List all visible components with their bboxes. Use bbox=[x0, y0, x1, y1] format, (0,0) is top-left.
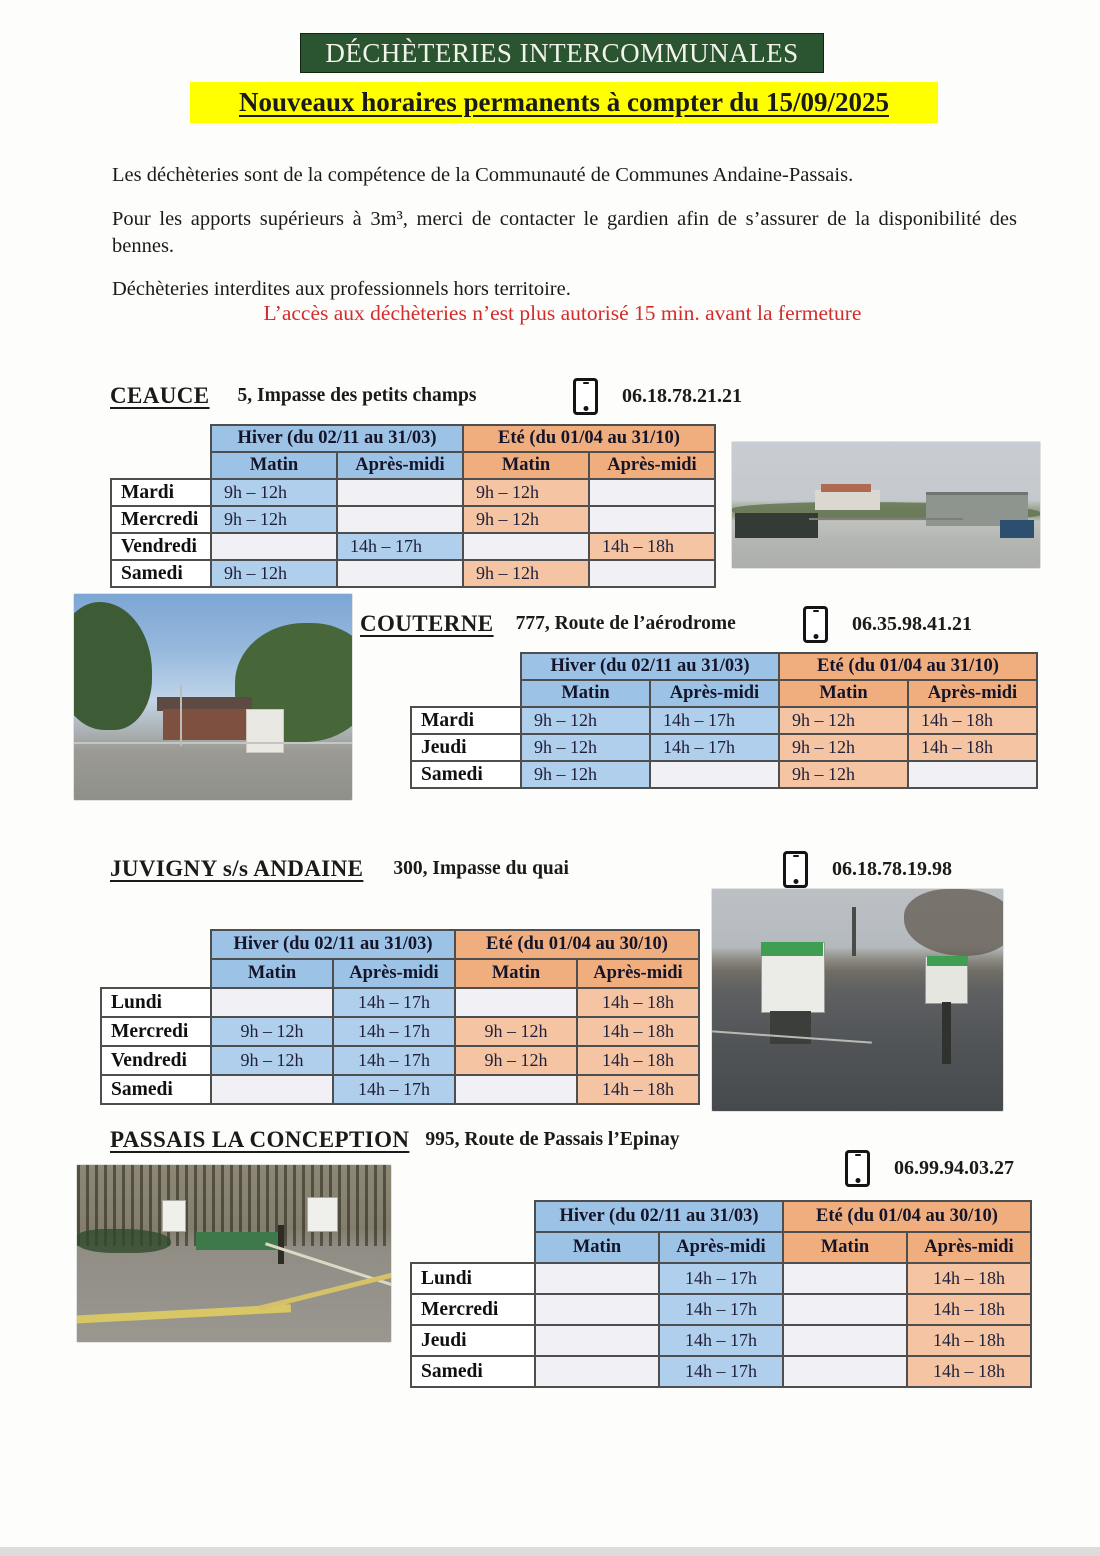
time-slot: 9h – 12h bbox=[779, 761, 908, 788]
waste-bins-shape bbox=[735, 513, 818, 538]
period-header: Matin bbox=[783, 1232, 907, 1263]
empty-slot bbox=[455, 988, 577, 1017]
time-slot: 9h – 12h bbox=[521, 734, 650, 761]
table-corner-spacer bbox=[101, 930, 211, 959]
table-corner-spacer bbox=[411, 1232, 535, 1263]
roof-shape bbox=[821, 484, 870, 493]
time-slot: 9h – 12h bbox=[521, 761, 650, 788]
time-slot: 14h – 17h bbox=[333, 1046, 455, 1075]
building-shape bbox=[815, 490, 880, 510]
period-header: Après-midi bbox=[659, 1232, 783, 1263]
time-slot: 14h – 18h bbox=[908, 734, 1037, 761]
access-warning-text: L’accès aux déchèteries n’est plus autorisé 15 min. avant la fermeture bbox=[263, 301, 862, 325]
lamp-post-shape bbox=[852, 907, 856, 956]
time-slot: 9h – 12h bbox=[455, 1017, 577, 1046]
document-title: DÉCHÈTERIES INTERCOMMUNALES bbox=[325, 37, 799, 68]
period-header: Matin bbox=[463, 452, 589, 479]
table-corner-spacer bbox=[111, 425, 211, 452]
period-header: Après-midi bbox=[907, 1232, 1031, 1263]
empty-slot bbox=[535, 1325, 659, 1356]
time-slot: 9h – 12h bbox=[521, 707, 650, 734]
empty-slot bbox=[650, 761, 779, 788]
sign-header-strip bbox=[927, 956, 968, 966]
empty-slot bbox=[535, 1294, 659, 1325]
site-phone-number: 06.18.78.21.21 bbox=[622, 384, 742, 407]
empty-slot bbox=[783, 1356, 907, 1387]
empty-slot bbox=[211, 988, 333, 1017]
time-slot: 9h – 12h bbox=[455, 1046, 577, 1075]
empty-slot bbox=[337, 560, 463, 587]
empty-slot bbox=[463, 533, 589, 560]
time-slot: 14h – 17h bbox=[333, 1017, 455, 1046]
period-header: Matin bbox=[211, 452, 337, 479]
table-corner-spacer bbox=[411, 653, 521, 680]
summer-season-header: Eté (du 01/04 au 30/10) bbox=[783, 1201, 1031, 1232]
schedule-row bbox=[111, 533, 715, 560]
winter-season-header: Hiver (du 02/11 au 31/03) bbox=[521, 653, 779, 680]
period-header: Après-midi bbox=[333, 959, 455, 988]
site-phone-number: 06.99.94.03.27 bbox=[894, 1156, 1014, 1179]
site-address: 5, Impasse des petits champs bbox=[237, 385, 477, 406]
passais-schedule bbox=[410, 1200, 1032, 1388]
empty-slot bbox=[783, 1294, 907, 1325]
tree-shape bbox=[73, 602, 152, 730]
site-name: COUTERNE bbox=[360, 611, 494, 636]
time-slot: 9h – 12h bbox=[211, 1046, 333, 1075]
empty-slot bbox=[337, 479, 463, 506]
schedule-row bbox=[411, 1325, 1031, 1356]
day-label: Samedi bbox=[411, 761, 521, 788]
time-slot: 14h – 18h bbox=[577, 1017, 699, 1046]
time-slot: 14h – 17h bbox=[659, 1356, 783, 1387]
day-label: Mardi bbox=[111, 479, 211, 506]
day-label: Mercredi bbox=[111, 506, 211, 533]
empty-slot bbox=[589, 506, 715, 533]
period-header: Matin bbox=[211, 959, 333, 988]
period-header: Matin bbox=[535, 1232, 659, 1263]
intro-paragraph-2: Pour les apports supérieurs à 3m³, merci de contacter le gardien afin de s’assurer de la disponibilité des bennes. bbox=[112, 207, 1017, 257]
yellow-line bbox=[257, 1272, 392, 1311]
winter-season-header: Hiver (du 02/11 au 31/03) bbox=[211, 930, 455, 959]
document-subtitle: Nouveaux horaires permanents à compter du 15/09/2025 bbox=[239, 87, 889, 117]
site-phone-number: 06.18.78.19.98 bbox=[832, 857, 952, 880]
sign-post bbox=[942, 1002, 951, 1064]
time-slot: 9h – 12h bbox=[463, 479, 589, 506]
passais-site-photo bbox=[76, 1164, 392, 1343]
time-slot: 14h – 18h bbox=[577, 1046, 699, 1075]
empty-slot bbox=[589, 560, 715, 587]
tree-shape bbox=[904, 889, 1004, 956]
period-header: Matin bbox=[455, 959, 577, 988]
table-corner-spacer bbox=[411, 680, 521, 707]
gate-post-shape bbox=[278, 1225, 284, 1264]
day-label: Jeudi bbox=[411, 734, 521, 761]
schedule-table bbox=[410, 1200, 1032, 1388]
schedule-row bbox=[111, 560, 715, 587]
fence-line bbox=[74, 742, 352, 744]
schedule-table bbox=[100, 929, 700, 1105]
schedule-table bbox=[110, 424, 716, 588]
scan-edge bbox=[0, 1547, 1100, 1556]
schedule-table bbox=[410, 652, 1038, 789]
intro-paragraph-1: Les déchèteries sont de la compétence de la Communauté de Communes Andaine-Passais. bbox=[112, 163, 854, 186]
schedule-row bbox=[411, 734, 1037, 761]
table-corner-spacer bbox=[411, 1201, 535, 1232]
time-slot: 9h – 12h bbox=[211, 479, 337, 506]
juvigny-site-photo bbox=[711, 888, 1004, 1112]
intro-paragraph-3: Déchèteries interdites aux professionnels hors territoire. bbox=[112, 277, 571, 300]
site-address: 300, Impasse du quai bbox=[393, 858, 569, 879]
subtitle-highlight bbox=[190, 82, 938, 123]
empty-slot bbox=[211, 533, 337, 560]
building-shape bbox=[163, 709, 246, 740]
schedule-row bbox=[411, 1294, 1031, 1325]
schedule-row bbox=[101, 1075, 699, 1104]
day-label: Samedi bbox=[101, 1075, 211, 1104]
time-slot: 14h – 18h bbox=[907, 1356, 1031, 1387]
schedule-row bbox=[111, 479, 715, 506]
blue-drums-shape bbox=[1000, 520, 1034, 538]
time-slot: 9h – 12h bbox=[779, 707, 908, 734]
winter-season-header: Hiver (du 02/11 au 31/03) bbox=[535, 1201, 783, 1232]
ceauce-site-photo bbox=[731, 441, 1041, 569]
empty-slot bbox=[589, 479, 715, 506]
time-slot: 14h – 18h bbox=[907, 1263, 1031, 1294]
day-label: Vendredi bbox=[101, 1046, 211, 1075]
day-label: Vendredi bbox=[111, 533, 211, 560]
site-address: 777, Route de l’aérodrome bbox=[515, 613, 736, 634]
time-slot: 14h – 17h bbox=[659, 1325, 783, 1356]
time-slot: 14h – 18h bbox=[589, 533, 715, 560]
section-heading-juvigny bbox=[110, 851, 952, 887]
juvigny-schedule bbox=[100, 929, 700, 1105]
table-corner-spacer bbox=[111, 452, 211, 479]
phone-icon bbox=[803, 606, 828, 643]
time-slot: 14h – 18h bbox=[907, 1294, 1031, 1325]
day-label: Lundi bbox=[411, 1263, 535, 1294]
schedule-row bbox=[411, 1263, 1031, 1294]
day-label: Mercredi bbox=[101, 1017, 211, 1046]
sign-header-strip bbox=[761, 942, 822, 955]
section-heading-ceauce bbox=[110, 378, 742, 414]
period-header: Après-midi bbox=[650, 680, 779, 707]
time-slot: 14h – 17h bbox=[333, 1075, 455, 1104]
time-slot: 9h – 12h bbox=[779, 734, 908, 761]
time-slot: 14h – 17h bbox=[659, 1263, 783, 1294]
time-slot: 14h – 17h bbox=[333, 988, 455, 1017]
couterne-site-photo bbox=[73, 593, 353, 801]
section-heading-passais bbox=[110, 1122, 810, 1158]
sign-board bbox=[307, 1197, 337, 1233]
period-header: Après-midi bbox=[337, 452, 463, 479]
day-label: Mercredi bbox=[411, 1294, 535, 1325]
site-name: CEAUCE bbox=[110, 383, 210, 408]
phone-icon bbox=[845, 1150, 870, 1187]
schedule-row bbox=[101, 988, 699, 1017]
empty-slot bbox=[783, 1263, 907, 1294]
ceauce-schedule bbox=[110, 424, 716, 588]
period-header: Matin bbox=[521, 680, 650, 707]
period-header: Après-midi bbox=[908, 680, 1037, 707]
period-header: Après-midi bbox=[589, 452, 715, 479]
time-slot: 14h – 17h bbox=[650, 734, 779, 761]
schedule-row bbox=[411, 761, 1037, 788]
phone-icon bbox=[573, 378, 598, 415]
time-slot: 14h – 17h bbox=[650, 707, 779, 734]
empty-slot bbox=[535, 1356, 659, 1387]
time-slot: 14h – 18h bbox=[577, 1075, 699, 1104]
site-phone-number: 06.35.98.41.21 bbox=[852, 612, 972, 635]
table-corner-spacer bbox=[101, 959, 211, 988]
day-label: Jeudi bbox=[411, 1325, 535, 1356]
day-label: Samedi bbox=[411, 1356, 535, 1387]
time-slot: 9h – 12h bbox=[463, 506, 589, 533]
empty-slot bbox=[908, 761, 1037, 788]
sign-board bbox=[162, 1200, 186, 1232]
time-slot: 14h – 18h bbox=[907, 1325, 1031, 1356]
time-slot: 9h – 12h bbox=[211, 560, 337, 587]
site-address: 995, Route de Passais l’Epinay bbox=[425, 1129, 680, 1150]
time-slot: 14h – 17h bbox=[659, 1294, 783, 1325]
day-label: Mardi bbox=[411, 707, 521, 734]
phone-icon bbox=[783, 851, 808, 888]
empty-slot bbox=[337, 506, 463, 533]
section-heading-couterne bbox=[360, 606, 972, 642]
document-title-banner bbox=[300, 33, 824, 73]
site-name: JUVIGNY s/s ANDAINE bbox=[110, 856, 364, 881]
schedule-row bbox=[111, 506, 715, 533]
period-header: Après-midi bbox=[577, 959, 699, 988]
time-slot: 9h – 12h bbox=[463, 560, 589, 587]
time-slot: 14h – 17h bbox=[337, 533, 463, 560]
winter-season-header: Hiver (du 02/11 au 31/03) bbox=[211, 425, 463, 452]
schedule-row bbox=[101, 1046, 699, 1075]
cabin-shape bbox=[246, 709, 284, 752]
empty-slot bbox=[211, 1075, 333, 1104]
empty-slot bbox=[783, 1325, 907, 1356]
time-slot: 14h – 18h bbox=[577, 988, 699, 1017]
period-header: Matin bbox=[779, 680, 908, 707]
day-label: Samedi bbox=[111, 560, 211, 587]
time-slot: 9h – 12h bbox=[211, 1017, 333, 1046]
site-name: PASSAIS LA CONCEPTION bbox=[110, 1127, 410, 1152]
summer-season-header: Eté (du 01/04 au 31/10) bbox=[779, 653, 1037, 680]
schedule-row bbox=[411, 1356, 1031, 1387]
empty-slot bbox=[455, 1075, 577, 1104]
bushes-shape bbox=[77, 1229, 171, 1254]
summer-season-header: Eté (du 01/04 au 30/10) bbox=[455, 930, 699, 959]
passais-phone-row bbox=[845, 1150, 1065, 1186]
sign-base bbox=[770, 1011, 811, 1044]
post-shape bbox=[180, 685, 182, 747]
time-slot: 9h – 12h bbox=[211, 506, 337, 533]
schedule-row bbox=[411, 707, 1037, 734]
time-slot: 14h – 18h bbox=[908, 707, 1037, 734]
fence-line bbox=[809, 518, 963, 520]
empty-slot bbox=[535, 1263, 659, 1294]
summer-season-header: Eté (du 01/04 au 31/10) bbox=[463, 425, 715, 452]
day-label: Lundi bbox=[101, 988, 211, 1017]
schedule-row bbox=[101, 1017, 699, 1046]
couterne-schedule bbox=[410, 652, 1038, 789]
